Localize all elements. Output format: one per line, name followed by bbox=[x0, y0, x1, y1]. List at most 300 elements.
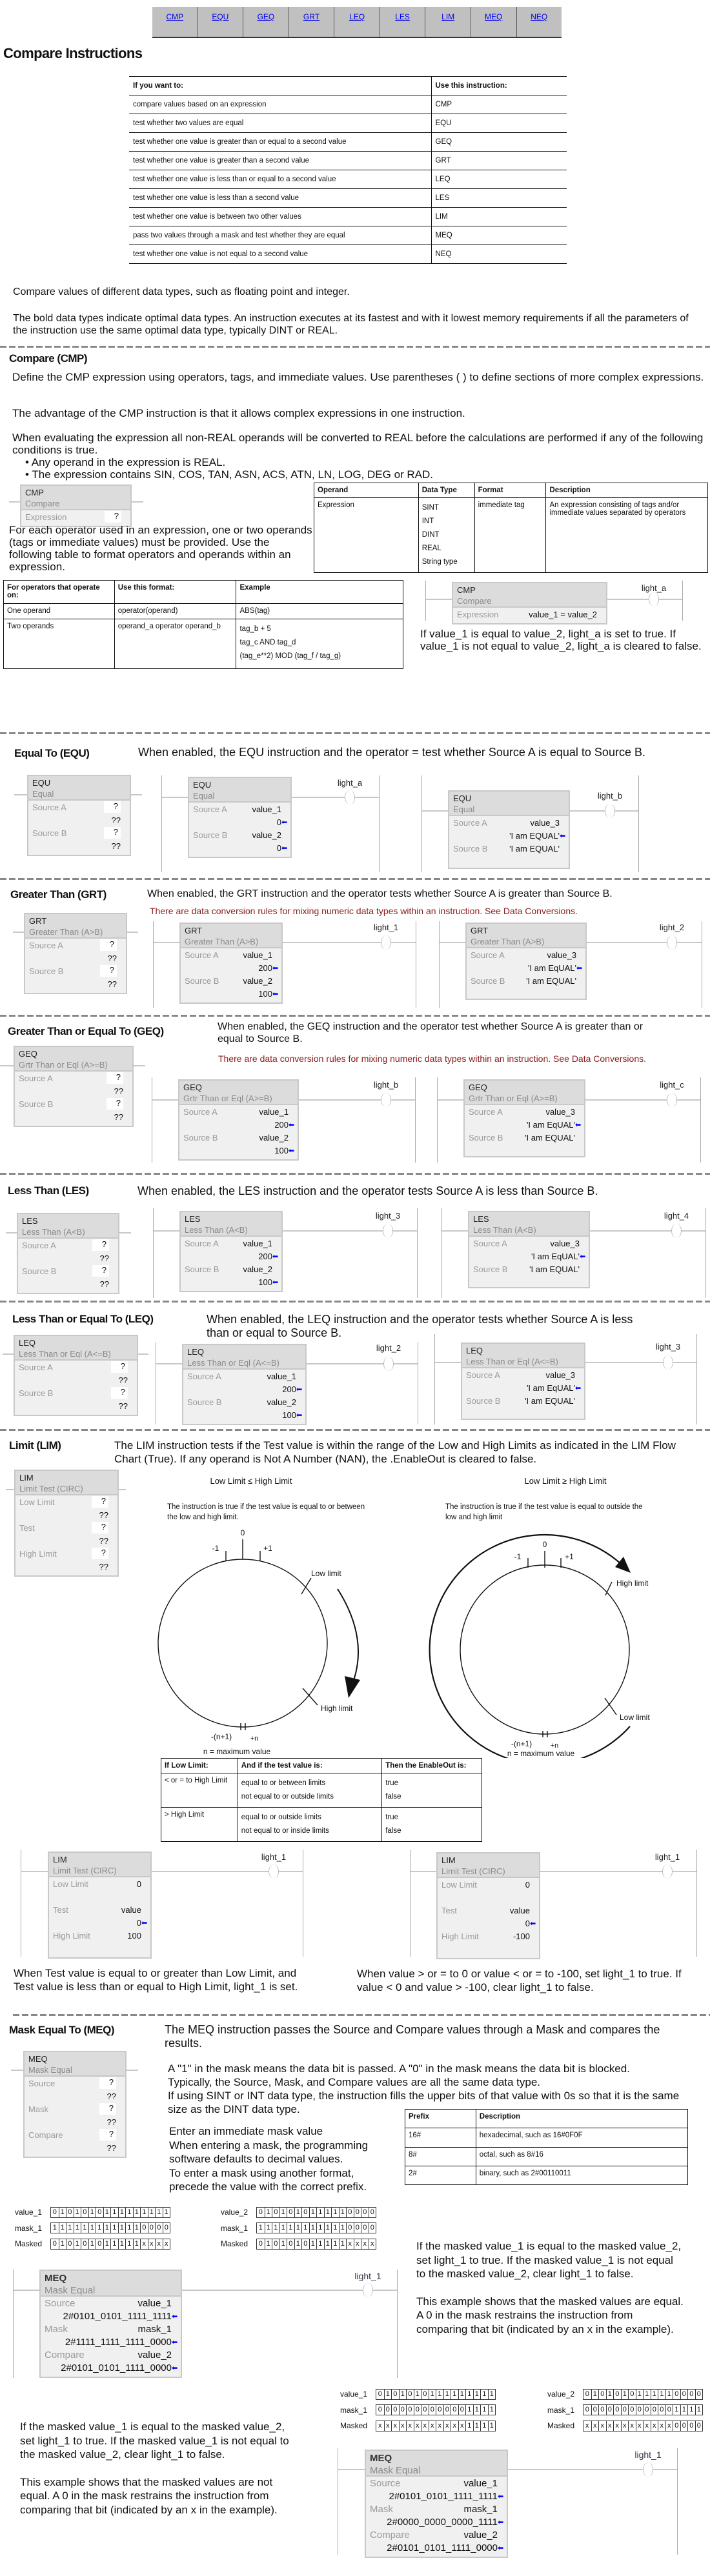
tick-label: 0 bbox=[240, 1528, 245, 1537]
meq-not-equal-text bbox=[20, 2420, 289, 2517]
operand-label: Source A bbox=[22, 1240, 56, 1250]
operand-input[interactable]: ? bbox=[99, 2077, 116, 2089]
bit-row bbox=[221, 2236, 376, 2252]
meq-instruction-block[interactable] bbox=[23, 2051, 127, 2158]
bit-cell: 1 bbox=[309, 2223, 317, 2233]
operand-input[interactable]: ? bbox=[111, 1387, 128, 1399]
table-cell: immediate tag bbox=[474, 498, 546, 573]
coil-tag: light_1 bbox=[654, 1852, 680, 1862]
operand-row bbox=[465, 1118, 584, 1131]
cmp-instruction-block[interactable] bbox=[452, 582, 607, 624]
les-instruction-block[interactable] bbox=[17, 1213, 119, 1294]
nav-link-neq[interactable]: NEQ bbox=[516, 7, 562, 37]
bit-cell: 0 bbox=[163, 2223, 170, 2233]
coil-tag: light_b bbox=[597, 791, 623, 801]
table-header-row bbox=[161, 1759, 482, 1773]
bit-cell: 1 bbox=[265, 2223, 272, 2233]
operand-row bbox=[18, 1239, 118, 1252]
operand-input[interactable]: ? bbox=[92, 1548, 108, 1559]
instruction-header bbox=[438, 1853, 539, 1878]
bit-cell: 0 bbox=[81, 2239, 88, 2249]
section-divider bbox=[0, 1301, 710, 1303]
operand-value: ?? bbox=[99, 1279, 109, 1289]
nav-link-les[interactable]: LES bbox=[380, 7, 425, 37]
value-circle bbox=[158, 1559, 327, 1727]
operand-value: 0 bbox=[525, 1918, 530, 1928]
cell-line: SINT bbox=[421, 504, 439, 512]
equ-description: When enabled, the EQU instruction and the operator = test whether Source A is equal to Source B. bbox=[138, 746, 645, 759]
bit-cell: 0 bbox=[346, 2223, 354, 2233]
instruction-title: Less Than or Eql (A<=B) bbox=[187, 1358, 279, 1368]
operand-row bbox=[449, 816, 569, 829]
output-coil-icon[interactable] bbox=[269, 1864, 279, 1879]
table-cell: test whether one value is greater than a second value bbox=[129, 152, 431, 170]
cmp-paragraph-2: The advantage of the CMP instruction is that it allows complex expressions in one instruction. bbox=[12, 407, 465, 419]
bit-cell: 1 bbox=[680, 2405, 688, 2415]
instruction-mnemonic: MEQ bbox=[45, 2273, 67, 2284]
arrow-left-icon: ⬅ bbox=[272, 1252, 279, 1261]
cell-line: String type bbox=[421, 558, 458, 566]
bit-cell: 1 bbox=[643, 2390, 651, 2399]
operand-row bbox=[41, 2297, 181, 2310]
operand-label: Source A bbox=[466, 1370, 500, 1380]
bit-row bbox=[547, 2402, 703, 2419]
bit-cell: 1 bbox=[110, 2223, 118, 2233]
table-header-row bbox=[405, 2110, 688, 2128]
bit-cell: 1 bbox=[279, 2208, 287, 2217]
table-cell: < or = to High Limit bbox=[161, 1773, 238, 1808]
bit-cell: 1 bbox=[294, 2239, 302, 2249]
bit-cell: 1 bbox=[621, 2390, 629, 2399]
operand-value: 'I am EqUAL' bbox=[531, 1251, 580, 1261]
arrow-left-icon: ⬅ bbox=[272, 1277, 279, 1286]
tick-label: -1 bbox=[212, 1544, 219, 1553]
column-header: Format bbox=[474, 483, 546, 498]
operand-input[interactable]: ? bbox=[99, 2103, 116, 2115]
ladder-rung bbox=[153, 1208, 418, 1298]
column-header: If you want to: bbox=[129, 77, 431, 95]
bullet-item: • Any operand in the expression is REAL. bbox=[25, 456, 226, 468]
bit-cell: 0 bbox=[361, 2223, 369, 2233]
nav-link-meq[interactable]: MEQ bbox=[471, 7, 516, 37]
instruction-header bbox=[366, 2451, 507, 2477]
operand-input[interactable]: ? bbox=[107, 1098, 123, 1110]
equ-instruction-block[interactable] bbox=[188, 777, 292, 858]
cell-line: not equal to or inside limits bbox=[241, 1827, 329, 1835]
bit-cell: 1 bbox=[488, 2390, 496, 2399]
cell-line: equal to or outside limits bbox=[241, 1813, 321, 1821]
meq-instruction-block[interactable] bbox=[39, 2270, 182, 2378]
bit-cell: x bbox=[391, 2421, 399, 2431]
geq-instruction-block[interactable] bbox=[178, 1079, 299, 1161]
arrow-left-icon: ⬅ bbox=[289, 1120, 295, 1129]
nav-link-lim[interactable]: LIM bbox=[425, 7, 471, 37]
section-divider bbox=[0, 1173, 710, 1175]
operand-row bbox=[181, 1237, 281, 1250]
tick-label: +1 bbox=[565, 1552, 574, 1561]
bit-cell: x bbox=[414, 2421, 421, 2431]
les-instruction-block[interactable] bbox=[468, 1211, 590, 1288]
bit-cell: 1 bbox=[103, 2239, 111, 2249]
operand-row bbox=[449, 829, 569, 842]
bit-row bbox=[15, 2204, 170, 2221]
operand-label: Source B bbox=[29, 966, 64, 976]
operand-value: 100 bbox=[282, 1410, 296, 1420]
operand-label: Source A bbox=[471, 950, 505, 960]
bit-cell: 0 bbox=[406, 2390, 414, 2399]
mask-explanation bbox=[168, 2062, 684, 2116]
bit-cell: 0 bbox=[585, 2406, 589, 2414]
bit-cell: 0 bbox=[96, 2208, 103, 2217]
operand-value: ?? bbox=[118, 1401, 128, 1411]
output-coil-icon[interactable] bbox=[671, 1224, 682, 1238]
operand-label: Low Limit bbox=[441, 1879, 477, 1890]
output-coil-icon[interactable] bbox=[649, 592, 659, 606]
operand-value: value_1 bbox=[252, 804, 281, 814]
bit-cell: 0 bbox=[621, 2405, 629, 2415]
operand-value: value_3 bbox=[530, 817, 560, 828]
bit-cell: 1 bbox=[324, 2208, 332, 2217]
mask-text-line: If using SINT or INT data type, the instruction fills the upper bits of that value with 0s so that it is the same size as the DINT data type. bbox=[168, 2090, 680, 2115]
operand-row bbox=[183, 1383, 305, 1395]
grt-description: When enabled, the GRT instruction and the operator tests whether Source A is greater than Source B. bbox=[147, 888, 613, 899]
operand-input[interactable]: ? bbox=[92, 1496, 108, 1508]
instruction-header bbox=[453, 583, 606, 608]
instruction-mnemonic: GRT bbox=[29, 916, 47, 926]
coil-tag: light_4 bbox=[664, 1211, 689, 1221]
ladder-rung bbox=[156, 1342, 418, 1424]
operand-row bbox=[15, 1361, 137, 1373]
bit-row-label: mask_1 bbox=[221, 2223, 249, 2233]
instruction-mnemonic: GRT bbox=[185, 926, 203, 935]
instruction-title: Equal bbox=[193, 791, 215, 801]
grt-instruction-block[interactable] bbox=[465, 923, 587, 1000]
instruction-mnemonic: LEQ bbox=[466, 1346, 483, 1355]
operand-row bbox=[181, 1263, 281, 1275]
operand-value: value_1 bbox=[243, 1238, 272, 1248]
operand-value: 'I am EQUAL' bbox=[526, 975, 576, 986]
operand-input[interactable]: ? bbox=[92, 1522, 108, 1533]
bit-cell: x bbox=[636, 2421, 644, 2431]
bit-cell: x bbox=[148, 2239, 156, 2249]
data-conversion-note[interactable]: There are data conversion rules for mixing numeric data types within an instruction. See Data Conversions. bbox=[218, 1053, 646, 1064]
direction-arrow bbox=[430, 1535, 630, 1758]
cell-line: false bbox=[385, 1827, 401, 1835]
bit-cell: 0 bbox=[391, 2390, 399, 2399]
operand-row bbox=[438, 1878, 539, 1891]
instruction-mnemonic: GRT bbox=[471, 926, 489, 935]
operand-input[interactable]: ? bbox=[100, 939, 117, 951]
arrow-left-icon: ⬅ bbox=[172, 2363, 178, 2372]
table-row bbox=[161, 1773, 482, 1808]
table-cell: compare values based on an expression bbox=[129, 95, 431, 114]
lim-instruction-block[interactable] bbox=[48, 1852, 152, 1959]
operand-input[interactable]: ? bbox=[92, 1239, 109, 1251]
bit-cell: 0 bbox=[651, 2405, 658, 2415]
table-cell: pass two values through a mask and test whether they are equal bbox=[129, 226, 431, 245]
operand-row bbox=[462, 1381, 584, 1394]
mask-text-line: software defaults to decimal values. bbox=[169, 2153, 343, 2165]
operand-row bbox=[25, 2128, 125, 2141]
output-coil-icon[interactable] bbox=[345, 790, 355, 804]
instruction-header bbox=[462, 1344, 584, 1368]
bit-cell: 1 bbox=[488, 2421, 496, 2431]
operand-input[interactable]: ? bbox=[104, 827, 121, 839]
operand-row bbox=[49, 1903, 150, 1916]
grt-instruction-block[interactable] bbox=[24, 913, 127, 994]
operand-row bbox=[467, 961, 585, 974]
bit-cell: 0 bbox=[272, 2239, 279, 2249]
operand-label: Source A bbox=[185, 1238, 219, 1248]
operand-row bbox=[462, 1394, 584, 1407]
table-cell: CMP bbox=[431, 95, 567, 114]
operand-label: Source B bbox=[22, 1266, 57, 1276]
operand-label: Mask bbox=[28, 2104, 49, 2114]
instruction-title: Less Than (A<B) bbox=[22, 1227, 85, 1237]
bit-cell: 0 bbox=[378, 2406, 382, 2414]
operand-value: value_3 bbox=[545, 1370, 575, 1380]
bit-cell: 1 bbox=[480, 2390, 488, 2399]
bit-cell: 1 bbox=[339, 2208, 347, 2217]
instruction-header bbox=[18, 1214, 118, 1239]
nav-link-cmp[interactable]: CMP bbox=[166, 12, 184, 21]
output-coil-icon[interactable] bbox=[383, 1357, 394, 1371]
operand-input[interactable]: ? bbox=[105, 511, 121, 523]
operand-value: 2#1111_1111_1111_0000 bbox=[65, 2336, 172, 2348]
operand-input[interactable]: ? bbox=[99, 2129, 116, 2141]
bit-cell: 1 bbox=[125, 2208, 133, 2217]
operand-value: ?? bbox=[107, 2142, 116, 2153]
instruction-mnemonic: LEQ bbox=[187, 1347, 205, 1357]
bit-cell: 1 bbox=[636, 2390, 644, 2399]
data-conversion-note[interactable]: There are data conversion rules for mixing numeric data types within an instruction. See Data Conversions. bbox=[150, 906, 578, 916]
operand-input[interactable]: ? bbox=[107, 1072, 123, 1084]
operand-row bbox=[366, 2490, 507, 2502]
equ-instruction-block[interactable] bbox=[27, 775, 131, 856]
bit-row-label: Masked bbox=[15, 2239, 43, 2249]
bit-cell: 0 bbox=[140, 2223, 148, 2233]
operand-value: value_3 bbox=[545, 1106, 575, 1117]
bit-cell: 0 bbox=[636, 2405, 644, 2415]
cell-line: (tag_e**2) MOD (tag_f / tag_g) bbox=[239, 652, 341, 661]
bit-cell: 0 bbox=[287, 2208, 294, 2217]
bit-cell: 1 bbox=[74, 2223, 81, 2233]
nav-link-geq[interactable]: GEQ bbox=[243, 7, 289, 37]
instruction-mnemonic: EQU bbox=[193, 780, 212, 790]
operand-value: -100 bbox=[512, 1931, 530, 1941]
diagram-desc: the low and high limit. bbox=[167, 1513, 239, 1521]
bit-cell: 1 bbox=[133, 2208, 141, 2217]
operand-row bbox=[49, 1916, 150, 1929]
bit-cell: 1 bbox=[118, 2239, 126, 2249]
leq-instruction-block[interactable] bbox=[182, 1344, 307, 1425]
bit-grid bbox=[221, 2204, 376, 2252]
coil-tag: light_2 bbox=[659, 923, 685, 932]
operand-row bbox=[15, 1399, 137, 1412]
column-header: Use this format: bbox=[114, 581, 236, 604]
output-coil-icon[interactable] bbox=[381, 935, 391, 950]
bit-cell: 1 bbox=[606, 2390, 614, 2399]
bit-cell: 1 bbox=[103, 2223, 111, 2233]
bit-cells bbox=[376, 2421, 496, 2431]
instruction-mnemonic: MEQ bbox=[370, 2453, 392, 2464]
instruction-title: Less Than (A<B) bbox=[185, 1225, 248, 1235]
operand-row bbox=[41, 2335, 181, 2348]
output-coil-icon[interactable] bbox=[605, 804, 615, 818]
bit-cell: 1 bbox=[88, 2208, 96, 2217]
equ-instruction-block[interactable] bbox=[448, 790, 570, 869]
operand-label: Test bbox=[441, 1905, 457, 1915]
bit-cell: 1 bbox=[88, 2223, 96, 2233]
geq-instruction-block[interactable] bbox=[14, 1046, 134, 1127]
arrow-left-icon: ⬅ bbox=[289, 1146, 295, 1155]
output-coil-icon[interactable] bbox=[643, 2462, 653, 2477]
operand-input[interactable]: ? bbox=[92, 1265, 109, 1277]
bit-cell: 1 bbox=[324, 2239, 332, 2249]
bit-cell: 1 bbox=[66, 2223, 74, 2233]
bit-row bbox=[340, 2418, 496, 2434]
instruction-title: Greater Than (A>B) bbox=[471, 937, 545, 946]
arrow-left-icon: ⬅ bbox=[272, 989, 279, 998]
operand-label: Source bbox=[370, 2477, 401, 2489]
operand-row bbox=[15, 1097, 132, 1110]
instruction-header bbox=[449, 792, 569, 816]
bit-cell: 1 bbox=[88, 2239, 96, 2249]
output-coil-icon[interactable] bbox=[381, 1093, 391, 1107]
output-coil-icon[interactable] bbox=[667, 935, 677, 950]
operand-label: Source B bbox=[185, 975, 219, 986]
output-coil-icon[interactable] bbox=[383, 1224, 393, 1238]
nav-link-grt[interactable]: GRT bbox=[289, 7, 334, 37]
operand-label: Source A bbox=[19, 1362, 53, 1372]
bit-cell: 1 bbox=[451, 2390, 458, 2399]
operand-value: 'I am EqUAL' bbox=[526, 1383, 575, 1393]
table-row bbox=[161, 1808, 482, 1842]
text-line: set light_1 to true. If the masked value_1 is not equal bbox=[416, 2253, 673, 2266]
instruction-mnemonic: LES bbox=[22, 1216, 38, 1226]
bit-row-label: mask_1 bbox=[15, 2223, 43, 2233]
operand-value: 'I am EQUAL' bbox=[525, 1395, 575, 1406]
operand-row bbox=[366, 2477, 507, 2490]
output-coil-icon[interactable] bbox=[667, 1093, 677, 1107]
operand-label: Compare bbox=[370, 2529, 410, 2541]
instruction-mnemonic: EQU bbox=[32, 778, 51, 788]
instruction-header bbox=[181, 924, 281, 948]
ladder-rung bbox=[425, 581, 683, 621]
bit-cell: 1 bbox=[103, 2208, 111, 2217]
bit-cell: x bbox=[378, 2421, 382, 2430]
operand-value: value_1 = value_2 bbox=[529, 609, 597, 619]
operand-value: mask_1 bbox=[137, 2323, 172, 2335]
high-limit-label: High limit bbox=[616, 1579, 649, 1588]
bit-cell: 1 bbox=[52, 2224, 57, 2232]
bit-cell: x bbox=[346, 2239, 354, 2249]
bit-cell: 0 bbox=[687, 2390, 695, 2399]
bit-cell: 0 bbox=[66, 2239, 74, 2249]
operand-label: High Limit bbox=[53, 1930, 90, 1941]
operand-label: Source A bbox=[473, 1238, 507, 1248]
leq-instruction-block[interactable] bbox=[14, 1335, 138, 1416]
lim-result-text-1: When Test value is equal to or greater than Low Limit, and Test value is less than or equal to High Limit, light_1 is set. bbox=[14, 1967, 298, 1993]
output-coil-icon[interactable] bbox=[663, 1355, 673, 1370]
operand-value: 100 bbox=[258, 1277, 272, 1287]
bit-cell: 0 bbox=[429, 2405, 436, 2415]
operand-row bbox=[18, 1264, 118, 1277]
table-cell: hexadecimal, such as 16#0F0F bbox=[476, 2128, 687, 2147]
operand-input[interactable]: ? bbox=[100, 965, 117, 977]
table-header-row bbox=[4, 581, 403, 604]
bit-cell: 0 bbox=[148, 2223, 156, 2233]
lim-instruction-block[interactable] bbox=[436, 1852, 540, 1959]
bit-cell: 0 bbox=[451, 2405, 458, 2415]
nav-link-equ[interactable]: EQU bbox=[198, 7, 243, 37]
cell-line: INT bbox=[421, 517, 434, 525]
instruction-title: Limit Test (CIRC) bbox=[53, 1866, 117, 1875]
table-row bbox=[4, 619, 403, 669]
table-row bbox=[129, 152, 567, 170]
table-cell: MEQ bbox=[431, 226, 567, 245]
instruction-header bbox=[179, 1081, 298, 1105]
diagram-low-le-high bbox=[158, 1476, 365, 1756]
nav-link-leq[interactable]: LEQ bbox=[334, 7, 380, 37]
bit-cell: x bbox=[361, 2239, 369, 2249]
column-header: Description bbox=[476, 2110, 687, 2128]
bit-cell: 1 bbox=[59, 2223, 66, 2233]
bit-cell: 1 bbox=[473, 2390, 481, 2399]
table-header-row bbox=[129, 77, 567, 95]
mask-text-line: Typically, the Source, Mask, and Compare values are all the same data type. bbox=[168, 2076, 541, 2088]
bit-row bbox=[15, 2236, 170, 2252]
operand-label: Source B bbox=[19, 1388, 54, 1398]
geq-instruction-block[interactable] bbox=[463, 1079, 585, 1157]
output-coil-icon[interactable] bbox=[363, 2283, 373, 2297]
coil-tag: light_c bbox=[660, 1080, 684, 1090]
leq-instruction-block[interactable] bbox=[461, 1343, 585, 1420]
coil-tag: light_1 bbox=[373, 923, 399, 932]
table-header-row bbox=[314, 483, 708, 498]
operand-label: Source A bbox=[29, 940, 63, 950]
bit-cell: 1 bbox=[316, 2223, 324, 2233]
coil-tag: light_a bbox=[641, 583, 667, 593]
les-instruction-block[interactable] bbox=[179, 1211, 283, 1292]
table-cell: operand_a operator operand_b bbox=[114, 619, 236, 669]
grt-instruction-block[interactable] bbox=[179, 923, 283, 1004]
bit-cell: 1 bbox=[473, 2405, 481, 2415]
operand-input[interactable]: ? bbox=[104, 801, 121, 813]
bit-cell: 0 bbox=[598, 2390, 606, 2399]
bit-cell: 0 bbox=[301, 2239, 309, 2249]
bit-cell: x bbox=[606, 2421, 614, 2431]
bit-cell: 0 bbox=[598, 2405, 606, 2415]
instruction-title: Less Than (A<B) bbox=[473, 1225, 536, 1235]
bit-cell: 0 bbox=[258, 2208, 263, 2216]
ladder-rung bbox=[21, 1850, 303, 1957]
output-coil-icon[interactable] bbox=[662, 1864, 673, 1879]
table-cell bbox=[236, 619, 403, 669]
cmp-instruction-block[interactable] bbox=[20, 484, 132, 527]
arrow-head-icon bbox=[345, 1676, 360, 1698]
bit-cell: 1 bbox=[309, 2208, 317, 2217]
operand-label: Compare bbox=[28, 2130, 63, 2140]
bit-cell: x bbox=[591, 2421, 599, 2431]
meq-instruction-block[interactable] bbox=[365, 2450, 508, 2558]
operand-input[interactable]: ? bbox=[111, 1361, 128, 1373]
operand-row bbox=[449, 842, 569, 855]
operand-row bbox=[28, 814, 130, 826]
bit-cell: 1 bbox=[309, 2239, 317, 2249]
operand-value: value_2 bbox=[243, 1264, 272, 1274]
operand-row bbox=[438, 1891, 539, 1904]
